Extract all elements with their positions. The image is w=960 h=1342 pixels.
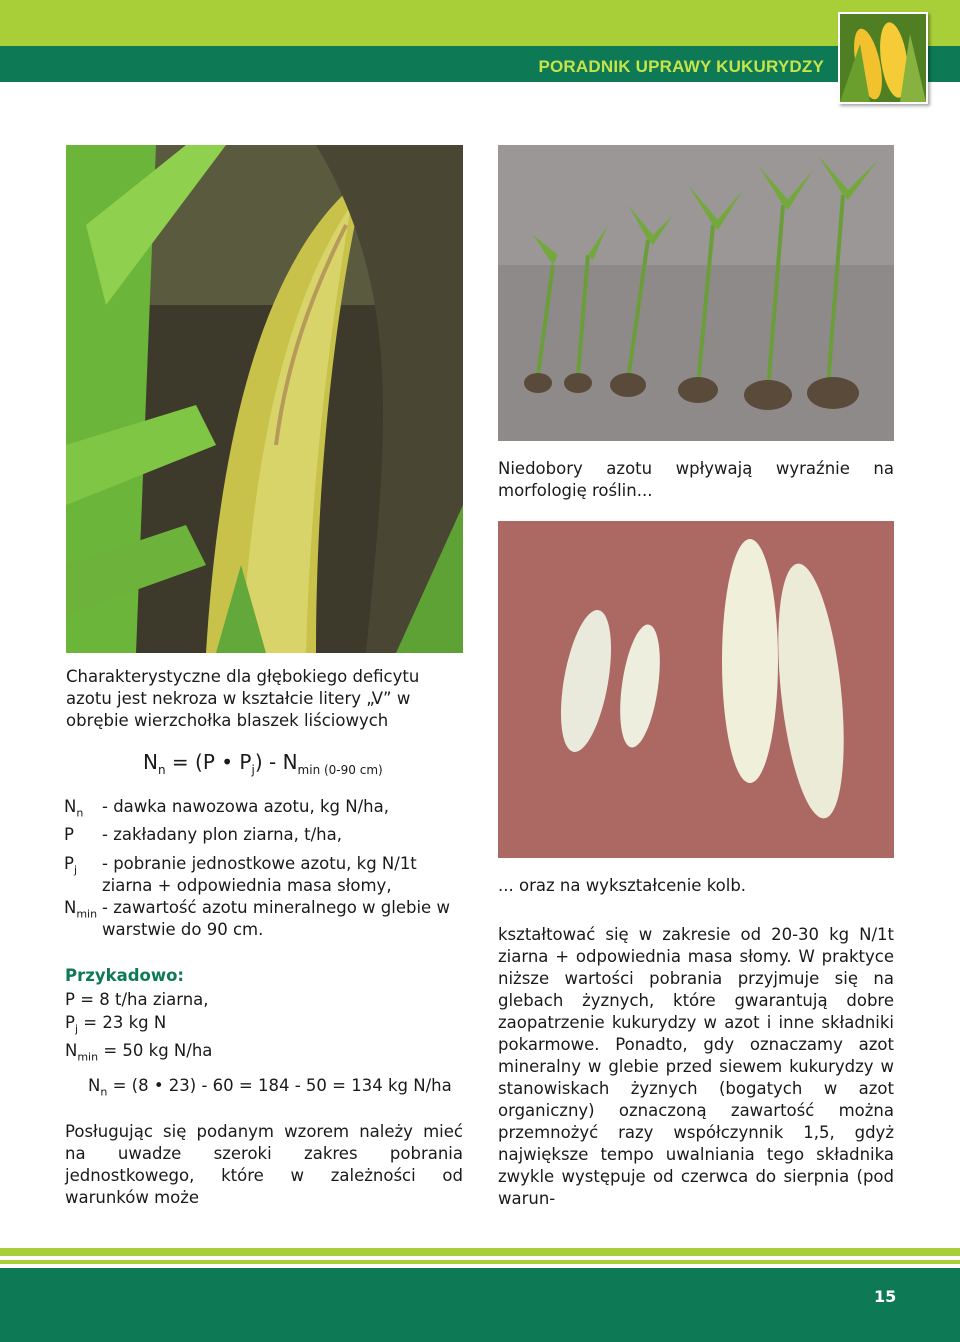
- header-title: PORADNIK UPRAWY KUKURYDZY: [538, 57, 824, 76]
- header-band-light: [0, 0, 960, 46]
- footer-stripe-thin: [0, 1260, 960, 1264]
- plants-caption: Niedobory azotu wpływają wyraźnie na morfologię roślin...: [498, 459, 894, 500]
- nitrogen-dose-formula: $N_n = (P$ • $P_j) - N_{min (0-90 cm)}$: [143, 750, 383, 777]
- footer-band: [0, 1268, 960, 1342]
- example-values: P = 8 t/ha ziarna, $P_j = 23$ kg N $N_{min} = 50$ kg N/ha: [65, 990, 213, 1064]
- example-heading: Przykadowo:: [65, 966, 185, 985]
- formula-definitions: [64, 796, 464, 941]
- definition-p: P - zakładany plon ziarna, t/ha,: [64, 825, 342, 845]
- footer-stripe: [0, 1248, 960, 1256]
- definition-nn: $N_n$ - dawka nawozowa azotu, kg N/ha,: [64, 797, 389, 820]
- definition-nmin: $N_{min}$ - zawartość azotu mineralnego w glebie w warstwie do 90 cm.: [64, 897, 450, 939]
- example-calculation: $N_n = (8$ • 23) - 60 = 184 - 50 = 134 kg N/ha: [88, 1076, 452, 1099]
- cobs-caption: ... oraz na wykształcenie kolb.: [498, 876, 747, 895]
- yellowing-leaf-photo: [66, 145, 463, 653]
- definition-pj: $P_j$ - pobranie jednostkowe azotu, kg N/1t ziarna + odpowiednia masa słomy,: [64, 853, 417, 895]
- maize-plants-row-photo: [498, 145, 894, 441]
- corn-cobs-thumbnail-image: [838, 12, 928, 104]
- page-number: 15: [874, 1287, 897, 1306]
- body-text-left: Posługując się podanym wzorem należy mieć na uwadze szeroki zakres pobrania jednostkowego, które w zależności od warunków może: [65, 1122, 463, 1207]
- maize-cobs-photo: [498, 521, 894, 858]
- leaf-caption: Charakterystyczne dla głębokiego deficytu azotu jest nekroza w kształcie litery „V” w obrębie wierzchołka blaszek liściowych: [66, 667, 420, 730]
- body-text-right: kształtować się w zakresie od 20-30 kg N/1t ziarna + odpowiednia masa słomy. W praktyce niższe wartości pobrania przyjmuje się na glebach żyznych, które gwarantują dobre zaopatrzenie kukurydzy w azot i inne składniki pokarmowe. Ponadto, gdy oznaczamy azot mineralny w glebie przed siewem kukurydzy w stanowiskach żyznych (bogatych w azot organiczny) oznaczoną zawartość można przemnożyć razy współczynnik 1,5, gdyż największe tempo uwalniania tego składnika zwykle występuje od czerwca do sierpnia (pod warun-: [498, 925, 894, 1208]
